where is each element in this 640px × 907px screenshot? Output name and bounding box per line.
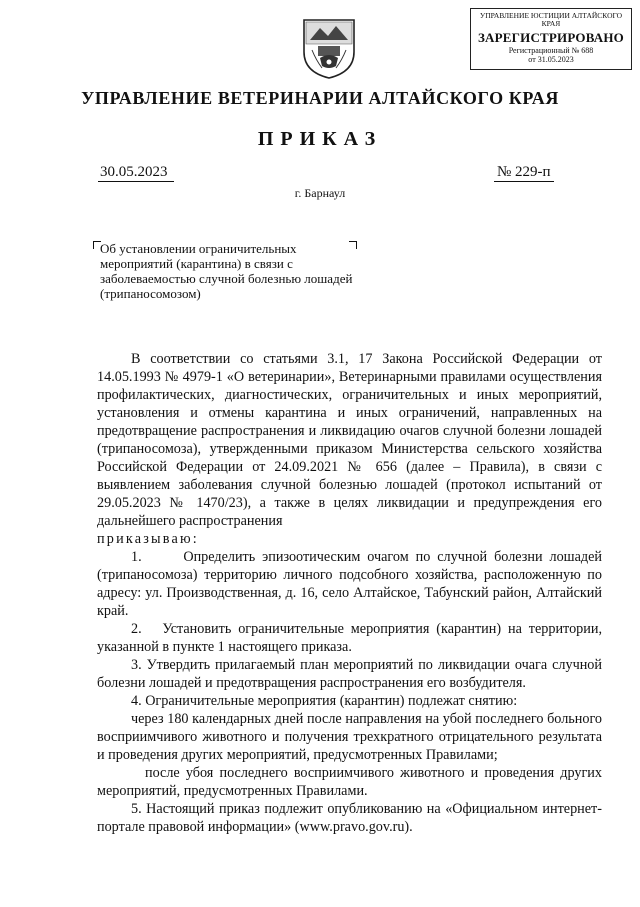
stamp-organization: УПРАВЛЕНИЕ ЮСТИЦИИ АЛТАЙСКОГО КРАЯ [479, 11, 623, 28]
preamble-paragraph: В соответствии со статьями 3.1, 17 Закона Российской Федерации от 14.05.1993 № 4979-1 «О ветеринарии», Ветеринарными правилами осуществления профилактических, диагностических, ограничительных и иных мероприятий, установления и отмены карантина и иных ограничений, направленных на предотвращение распространения и ликвидацию очагов случной болезни лошадей (трипаносомоза), утвержденными приказом Министерства сельского хозяйства Российской Федерации от 24.09.2021 № 656 (далее – Правила), в связи с выявлением заболевания случной болезнью лошадей (протокол испытаний от 29.05.2023 № 1470/23), а также в целях ликвидации и предупреждения его дальнейшего распространения [97, 351, 602, 529]
item-4a-paragraph: через 180 календарных дней после направления на убой последнего больного восприимчивого животного и получения трехкратного отрицательного результата и проведения других мероприятий, предусмотренных Правилами; [97, 711, 602, 763]
organization-title: УПРАВЛЕНИЕ ВЕТЕРИНАРИИ АЛТАЙСКОГО КРАЯ [81, 88, 559, 108]
subject-text: Об установлении ограничительных мероприятий (карантина) в связи с заболеваемостью случной болезнью лошадей (трипаносомозом) [100, 241, 353, 301]
subject-corner-right [349, 241, 357, 249]
item-3-paragraph: 3. Утвердить прилагаемый план мероприятий по ликвидации очага случной болезни лошадей и предотвращения распространения его возбудителя. [97, 657, 602, 691]
directive-word: приказываю: [97, 531, 199, 547]
item-5-paragraph: 5. Настоящий приказ подлежит опубликованию на «Официальном интернет-портале правовой информации» (www.pravo.gov.ru). [97, 801, 602, 835]
subject-corner-left [93, 241, 101, 249]
order-body [97, 350, 602, 836]
document-type: ПРИКАЗ [257, 128, 383, 150]
item-2-paragraph: 2. Установить ограничительные мероприятия (карантин) на территории, указанной в пункте 1 настоящего приказа. [97, 621, 602, 655]
order-date: 30.05.2023 [98, 164, 174, 182]
item-1-paragraph: 1. Определить эпизоотическим очагом по случной болезни лошадей (трипаносомоза) территорию личного подсобного хозяйства, расположенную по адресу: ул. Производственная, д. 16, село Алтайское, Табунский район, Алтайский край. [97, 549, 602, 619]
coat-of-arms-icon [300, 16, 358, 80]
order-subject [100, 241, 355, 301]
stamp-reg-number: Регистрационный № 688 [508, 46, 594, 55]
item-4-paragraph: 4. Ограничительные мероприятия (карантин) подлежат снятию: [131, 693, 518, 709]
stamp-reg-date: от 31.05.2023 [528, 55, 574, 64]
order-number: № 229-п [494, 164, 554, 182]
registration-stamp [470, 8, 632, 70]
stamp-status: ЗАРЕГИСТРИРОВАНО [478, 30, 624, 45]
item-4b-paragraph: после убоя последнего восприимчивого животного и проведения других мероприятий, предусмотренных Правилами. [97, 765, 602, 799]
order-city: г. Барнаул [294, 186, 346, 200]
